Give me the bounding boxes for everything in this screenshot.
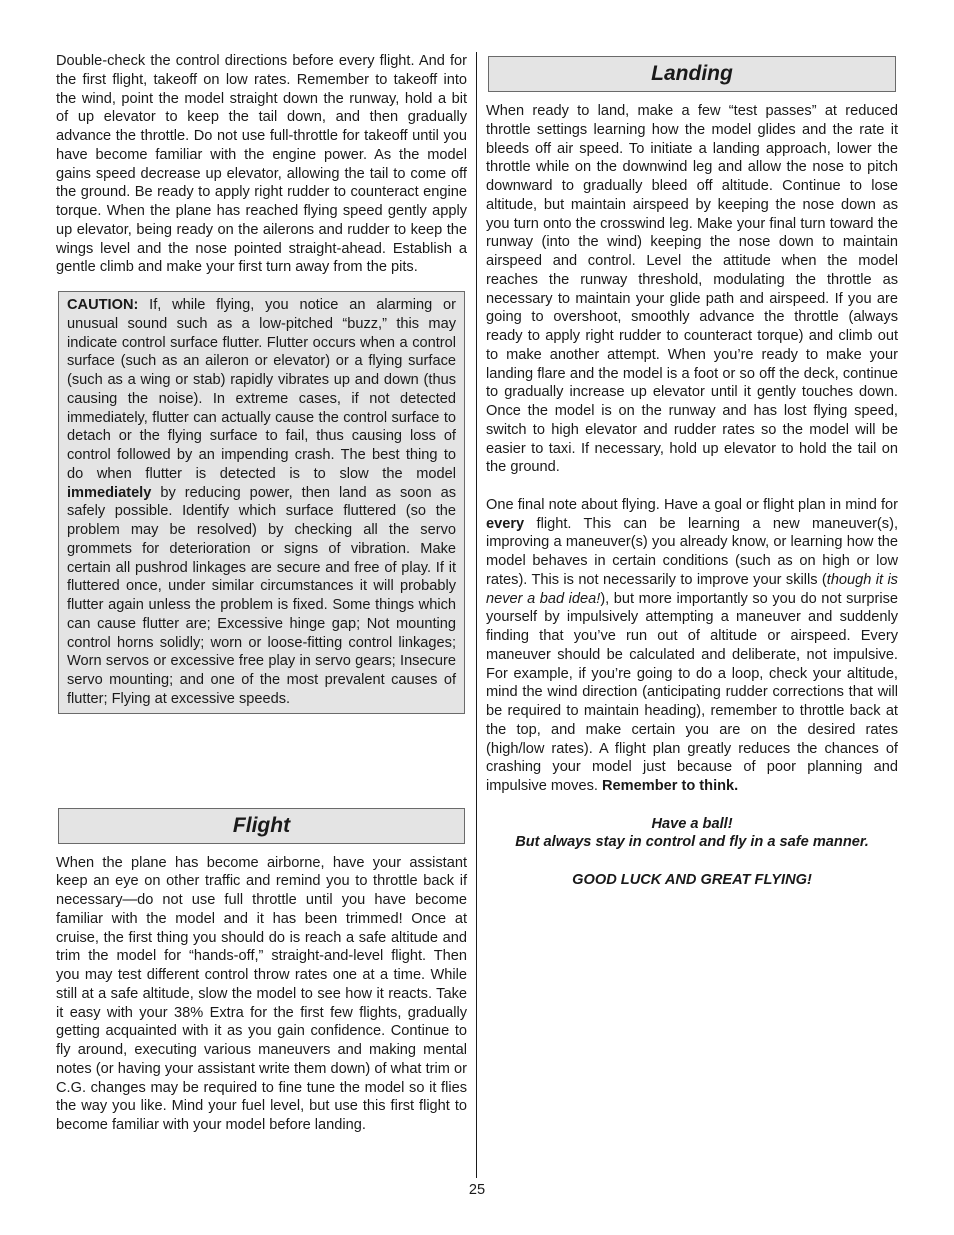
paragraph-gap	[486, 796, 898, 815]
caution-box	[58, 291, 465, 714]
final-note-every: every	[486, 515, 525, 532]
landing-paragraph: When ready to land, make a few “test passes” at reduced throttle settings learning how the model glides and the rate it bleeds off air speed. To initiate a landing approach, lower the throttle while on the downwind leg and allow the nose to pitch downward to gradually bleed off altitude. Continue to lose altitude, but maintain airspeed by keeping the nose down as you turn onto the crosswind leg. Make your final turn toward the runway (into the wind) keeping the nose down to maintain airspeed and control. Level the attitude when the model reaches the runway threshold, modulating the throttle as necessary to maintain your glide path and airspeed. If you are going to overshoot, smoothly advance the throttle (always ready to apply right rudder to counteract torque) and climb out to make another attempt. When you’re ready to make your landing flare and the model is a foot or so off the deck, continue to gradually increase up elevator until it gently touches down. Once the model is on the runway and has lost flying speed, switch to high elevator and rudder rates so the model will be easier to taxi. If necessary, hold up elevator to hold the tail on the ground.	[486, 103, 898, 476]
sign-off-line-3: GOOD LUCK AND GREAT FLYING!	[572, 871, 812, 888]
final-note-part-3: ), but more importantly so you do not surprise yourself by impulsively attempting a maneuver and suddenly finding that you’ve run out of altitude or airspeed. Every maneuver should be calculated and deliberate, not impulsive. For example, if you’re going to do a loop, check your altitude, mind the wind direction (anticipating rudder corrections that will be required to maintain heading), remember to throttle back at the top, and make certain you are on the desired rates (high/low rates). A flight plan greatly reduces the chances of crashing your model just because of poor planning and impulsive moves.	[486, 590, 898, 794]
caution-text	[67, 296, 456, 709]
sign-off-line-2: But always stay in control and fly in a safe manner.	[515, 834, 869, 851]
right-column	[486, 52, 898, 890]
paragraph-gap	[486, 477, 898, 496]
final-note-paragraph	[486, 496, 898, 796]
column-divider	[476, 52, 477, 1178]
final-note-part-1: One final note about flying. Have a goal or flight plan in mind for	[486, 496, 898, 513]
final-note-closing: Remember to think.	[601, 778, 739, 794]
paragraph-gap	[486, 852, 898, 871]
sign-off-line-1: Have a ball!	[651, 815, 733, 832]
caution-text-part-2: by reducing power, then land as soon as safely possible. Identify which surface fluttered (so the problem may be resolved) by checking all the servo grommets for deterioration or signs of vibration. Make certain all pushrod linkages are secure and free of play. If it fluttered once, under similar circumstances it will probably flutter again unless the problem is fixed. Some things which can cause flutter are; Excessive hinge gap; Not mounting control horns solidly; worn or loose-fitting control linkages; Worn servos or excessive free play in servo gears; Insecure servo mounting; and one of the most prevalent causes of flutter; Flying at excessive speeds.	[67, 484, 456, 707]
flight-paragraph: When the plane has become airborne, have your assistant keep an eye on other traffic and remind you to throttle back if necessary—do not use full throttle until you have become familiar with the model and it has been trimmed! Once at cruise, the first thing you should do is reach a safe altitude and trim the model for “hands-off,” straight-and-level flight. Then you may test different control throw rates one at a time. While still at a safe altitude, slow the model to see how it reacts. Take it easy with your 38% Extra for the first few flights, gradually getting acquainted with it as you gain confidence. Continue to fly around, executing various maneuvers and making mental notes (or having your assistant write them down) of what trim or C.G. changes may be required to fine tune the model so it flies the way you like. Mind your fuel level, but use this first flight to become familiar with your model before landing.	[56, 854, 467, 1133]
flight-heading: Flight	[58, 808, 465, 844]
intro-paragraph: Double-check the control directions before every flight. And for the first flight, takeoff on low rates. Remember to takeoff into the wind, point the model straight down the runway, hold a bit of up elevator to keep the tail down, and then gradually advance the throttle. Do not use full-throttle for takeoff until you have become familiar with the engine power. As the model gains speed decrease up elevator, allowing the tail to come off the ground. Be ready to apply right rudder to counteract engine torque. When the plane has reached flying speed gently apply up elevator, being ready on the ailerons and rudder to keep the wings level and the nose pointed straight-ahead. Establish a gentle climb and make your first turn away from the pits.	[56, 53, 467, 276]
caution-label: CAUTION:	[67, 297, 139, 313]
final-note-aside: though it is never a bad idea!	[486, 571, 898, 607]
left-column	[56, 52, 467, 1135]
landing-heading: Landing	[488, 56, 896, 92]
page-number: 25	[468, 1182, 486, 1198]
final-note-part-2: flight. This can be learning a new maneuver(s), improving a maneuver(s) you already know, or learning how the model behaves in certain conditions (such as on high or low rates). This is not necessarily to improve your skills (	[486, 515, 898, 588]
caution-text-part-1: If, while flying, you notice an alarming or unusual sound such as a low-pitched “buzz,” this may indicate control surface flutter. Flutter occurs when a control surface (such as an aileron or elevator) or a flying surface (such as a wing or stab) rapidly vibrates up and down (thus causing the noise). In extreme cases, if not detected immediately, flutter can actually cause the control surface to detach or the flying surface to fail, thus causing loss of control followed by an impending crash. The best thing to do when flutter is detected is to slow the model	[67, 297, 456, 482]
caution-emphasis: immediately	[67, 484, 152, 501]
